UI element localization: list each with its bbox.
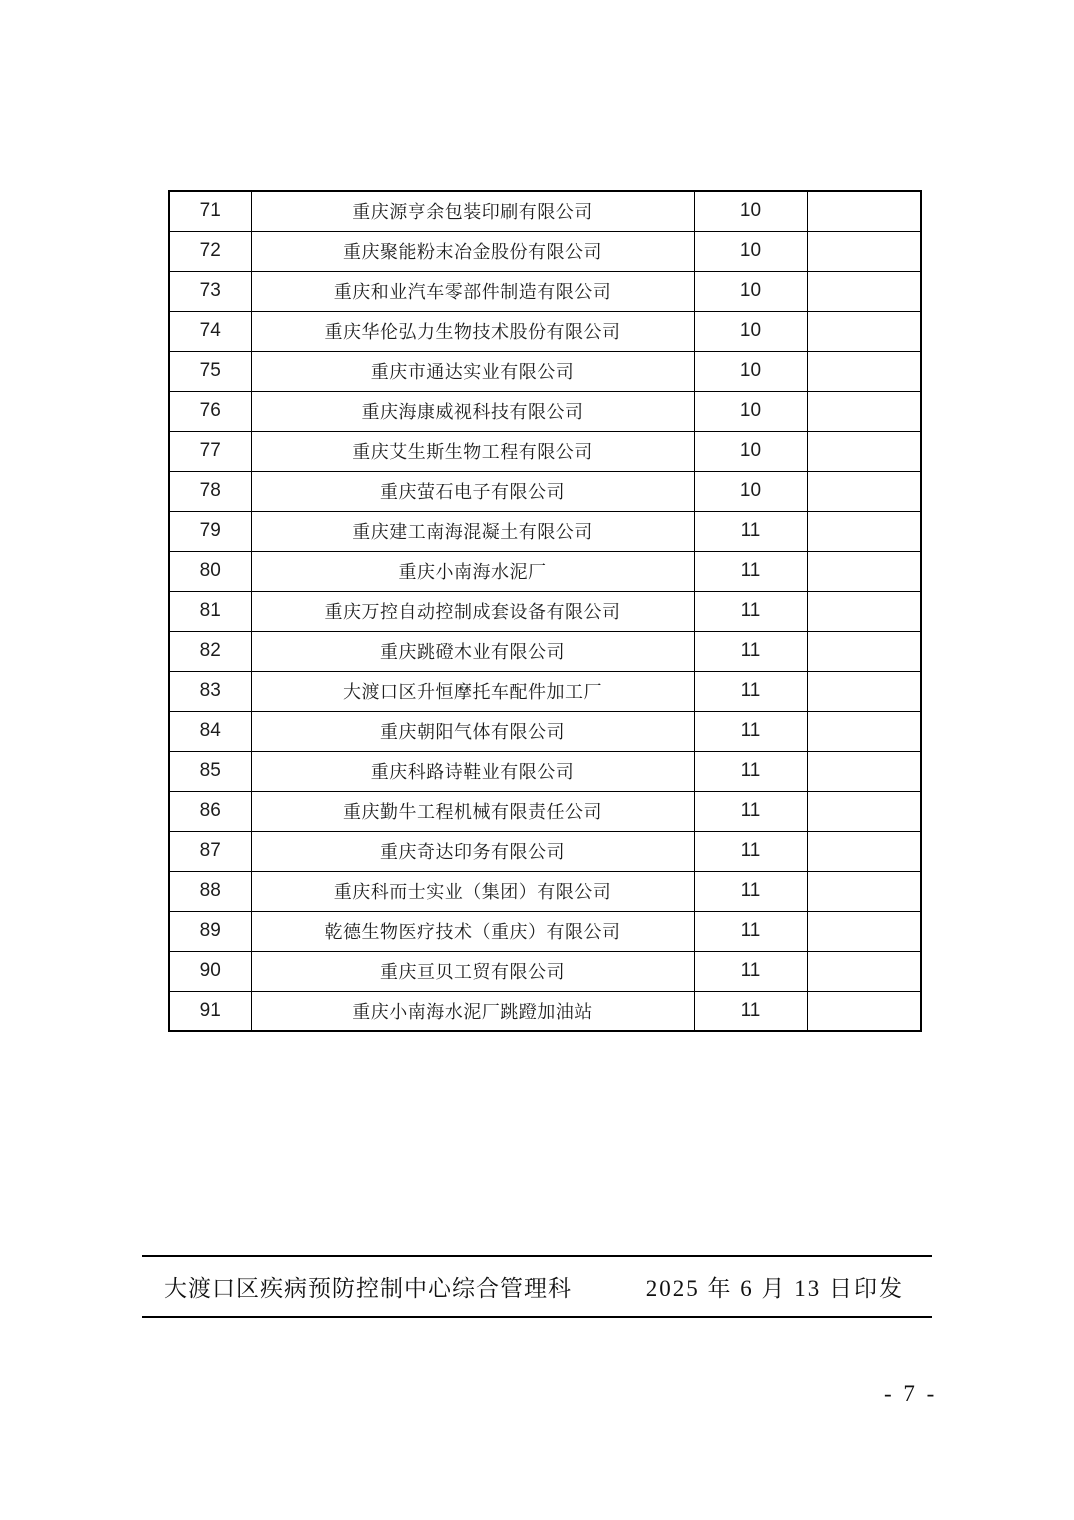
month-value-cell: 11 [694, 911, 807, 951]
remark-cell [807, 671, 921, 711]
remark-cell [807, 191, 921, 231]
row-index-cell: 83 [169, 671, 251, 711]
row-index-cell: 89 [169, 911, 251, 951]
table-row [169, 871, 921, 911]
table-row [169, 991, 921, 1031]
remark-cell [807, 951, 921, 991]
month-value-cell: 11 [694, 871, 807, 911]
month-value-cell: 11 [694, 951, 807, 991]
company-name-cell: 重庆勤牛工程机械有限责任公司 [251, 791, 694, 831]
imprint-bottom-rule [142, 1316, 932, 1318]
remark-cell [807, 631, 921, 671]
page-number: - 7 - [884, 1381, 938, 1406]
month-value-cell: 11 [694, 591, 807, 631]
company-name-cell: 重庆朝阳气体有限公司 [251, 711, 694, 751]
month-value-cell: 11 [694, 991, 807, 1031]
row-index-cell: 84 [169, 711, 251, 751]
imprint-body [142, 1257, 932, 1316]
row-index-cell: 88 [169, 871, 251, 911]
company-name-cell: 重庆艾生斯生物工程有限公司 [251, 431, 694, 471]
row-index-cell: 74 [169, 311, 251, 351]
table-row [169, 471, 921, 511]
table-row [169, 911, 921, 951]
month-value-cell: 11 [694, 711, 807, 751]
table-row [169, 591, 921, 631]
company-name-cell: 乾德生物医疗技术（重庆）有限公司 [251, 911, 694, 951]
company-name-cell: 重庆源亨余包装印刷有限公司 [251, 191, 694, 231]
month-value-cell: 10 [694, 471, 807, 511]
month-value-cell: 11 [694, 551, 807, 591]
month-value-cell: 11 [694, 751, 807, 791]
row-index-cell: 90 [169, 951, 251, 991]
company-name-cell: 大渡口区升恒摩托车配件加工厂 [251, 671, 694, 711]
month-value-cell: 11 [694, 791, 807, 831]
remark-cell [807, 431, 921, 471]
remark-cell [807, 511, 921, 551]
company-name-cell: 重庆万控自动控制成套设备有限公司 [251, 591, 694, 631]
company-name-cell: 重庆奇达印务有限公司 [251, 831, 694, 871]
table-row [169, 431, 921, 471]
remark-cell [807, 911, 921, 951]
remark-cell [807, 991, 921, 1031]
row-index-cell: 81 [169, 591, 251, 631]
remark-cell [807, 311, 921, 351]
table-row [169, 511, 921, 551]
remark-cell [807, 551, 921, 591]
table-row [169, 271, 921, 311]
row-index-cell: 76 [169, 391, 251, 431]
row-index-cell: 71 [169, 191, 251, 231]
table-row [169, 351, 921, 391]
month-value-cell: 11 [694, 831, 807, 871]
company-name-cell: 重庆萤石电子有限公司 [251, 471, 694, 511]
row-index-cell: 86 [169, 791, 251, 831]
month-value-cell: 11 [694, 631, 807, 671]
row-index-cell: 82 [169, 631, 251, 671]
month-value-cell: 10 [694, 431, 807, 471]
row-index-cell: 75 [169, 351, 251, 391]
month-value-cell: 10 [694, 391, 807, 431]
company-roster-table [168, 190, 922, 1032]
table-row [169, 311, 921, 351]
table-row [169, 551, 921, 591]
month-value-cell: 10 [694, 231, 807, 271]
company-name-cell: 重庆亘贝工贸有限公司 [251, 951, 694, 991]
remark-cell [807, 271, 921, 311]
row-index-cell: 79 [169, 511, 251, 551]
company-name-cell: 重庆跳磴木业有限公司 [251, 631, 694, 671]
table-row [169, 671, 921, 711]
row-index-cell: 77 [169, 431, 251, 471]
month-value-cell: 10 [694, 191, 807, 231]
company-name-cell: 重庆小南海水泥厂 [251, 551, 694, 591]
row-index-cell: 80 [169, 551, 251, 591]
remark-cell [807, 391, 921, 431]
table-row [169, 951, 921, 991]
remark-cell [807, 351, 921, 391]
month-value-cell: 11 [694, 671, 807, 711]
table-row [169, 711, 921, 751]
company-name-cell: 重庆科而士实业（集团）有限公司 [251, 871, 694, 911]
remark-cell [807, 871, 921, 911]
company-name-cell: 重庆海康威视科技有限公司 [251, 391, 694, 431]
remark-cell [807, 231, 921, 271]
table-row [169, 791, 921, 831]
row-index-cell: 91 [169, 991, 251, 1031]
table-row [169, 751, 921, 791]
row-index-cell: 85 [169, 751, 251, 791]
row-index-cell: 87 [169, 831, 251, 871]
remark-cell [807, 791, 921, 831]
table-row [169, 231, 921, 271]
table-row [169, 191, 921, 231]
month-value-cell: 10 [694, 311, 807, 351]
company-name-cell: 重庆市通达实业有限公司 [251, 351, 694, 391]
company-name-cell: 重庆科路诗鞋业有限公司 [251, 751, 694, 791]
row-index-cell: 73 [169, 271, 251, 311]
month-value-cell: 10 [694, 351, 807, 391]
month-value-cell: 11 [694, 511, 807, 551]
remark-cell [807, 711, 921, 751]
row-index-cell: 78 [169, 471, 251, 511]
company-name-cell: 重庆聚能粉末冶金股份有限公司 [251, 231, 694, 271]
roster-table-body [169, 191, 921, 1031]
remark-cell [807, 751, 921, 791]
table-row [169, 631, 921, 671]
table-row [169, 831, 921, 871]
company-name-cell: 重庆和业汽车零部件制造有限公司 [251, 271, 694, 311]
remark-cell [807, 831, 921, 871]
row-index-cell: 72 [169, 231, 251, 271]
table-row [169, 391, 921, 431]
company-name-cell: 重庆建工南海混凝土有限公司 [251, 511, 694, 551]
imprint-footer [142, 1255, 932, 1318]
company-name-cell: 重庆小南海水泥厂跳蹬加油站 [251, 991, 694, 1031]
imprint-print-date: 2025 年 6 月 13 日印发 [645, 1276, 904, 1301]
remark-cell [807, 591, 921, 631]
company-name-cell: 重庆华伦弘力生物技术股份有限公司 [251, 311, 694, 351]
remark-cell [807, 471, 921, 511]
imprint-issuer: 大渡口区疾病预防控制中心综合管理科 [164, 1276, 572, 1301]
month-value-cell: 10 [694, 271, 807, 311]
